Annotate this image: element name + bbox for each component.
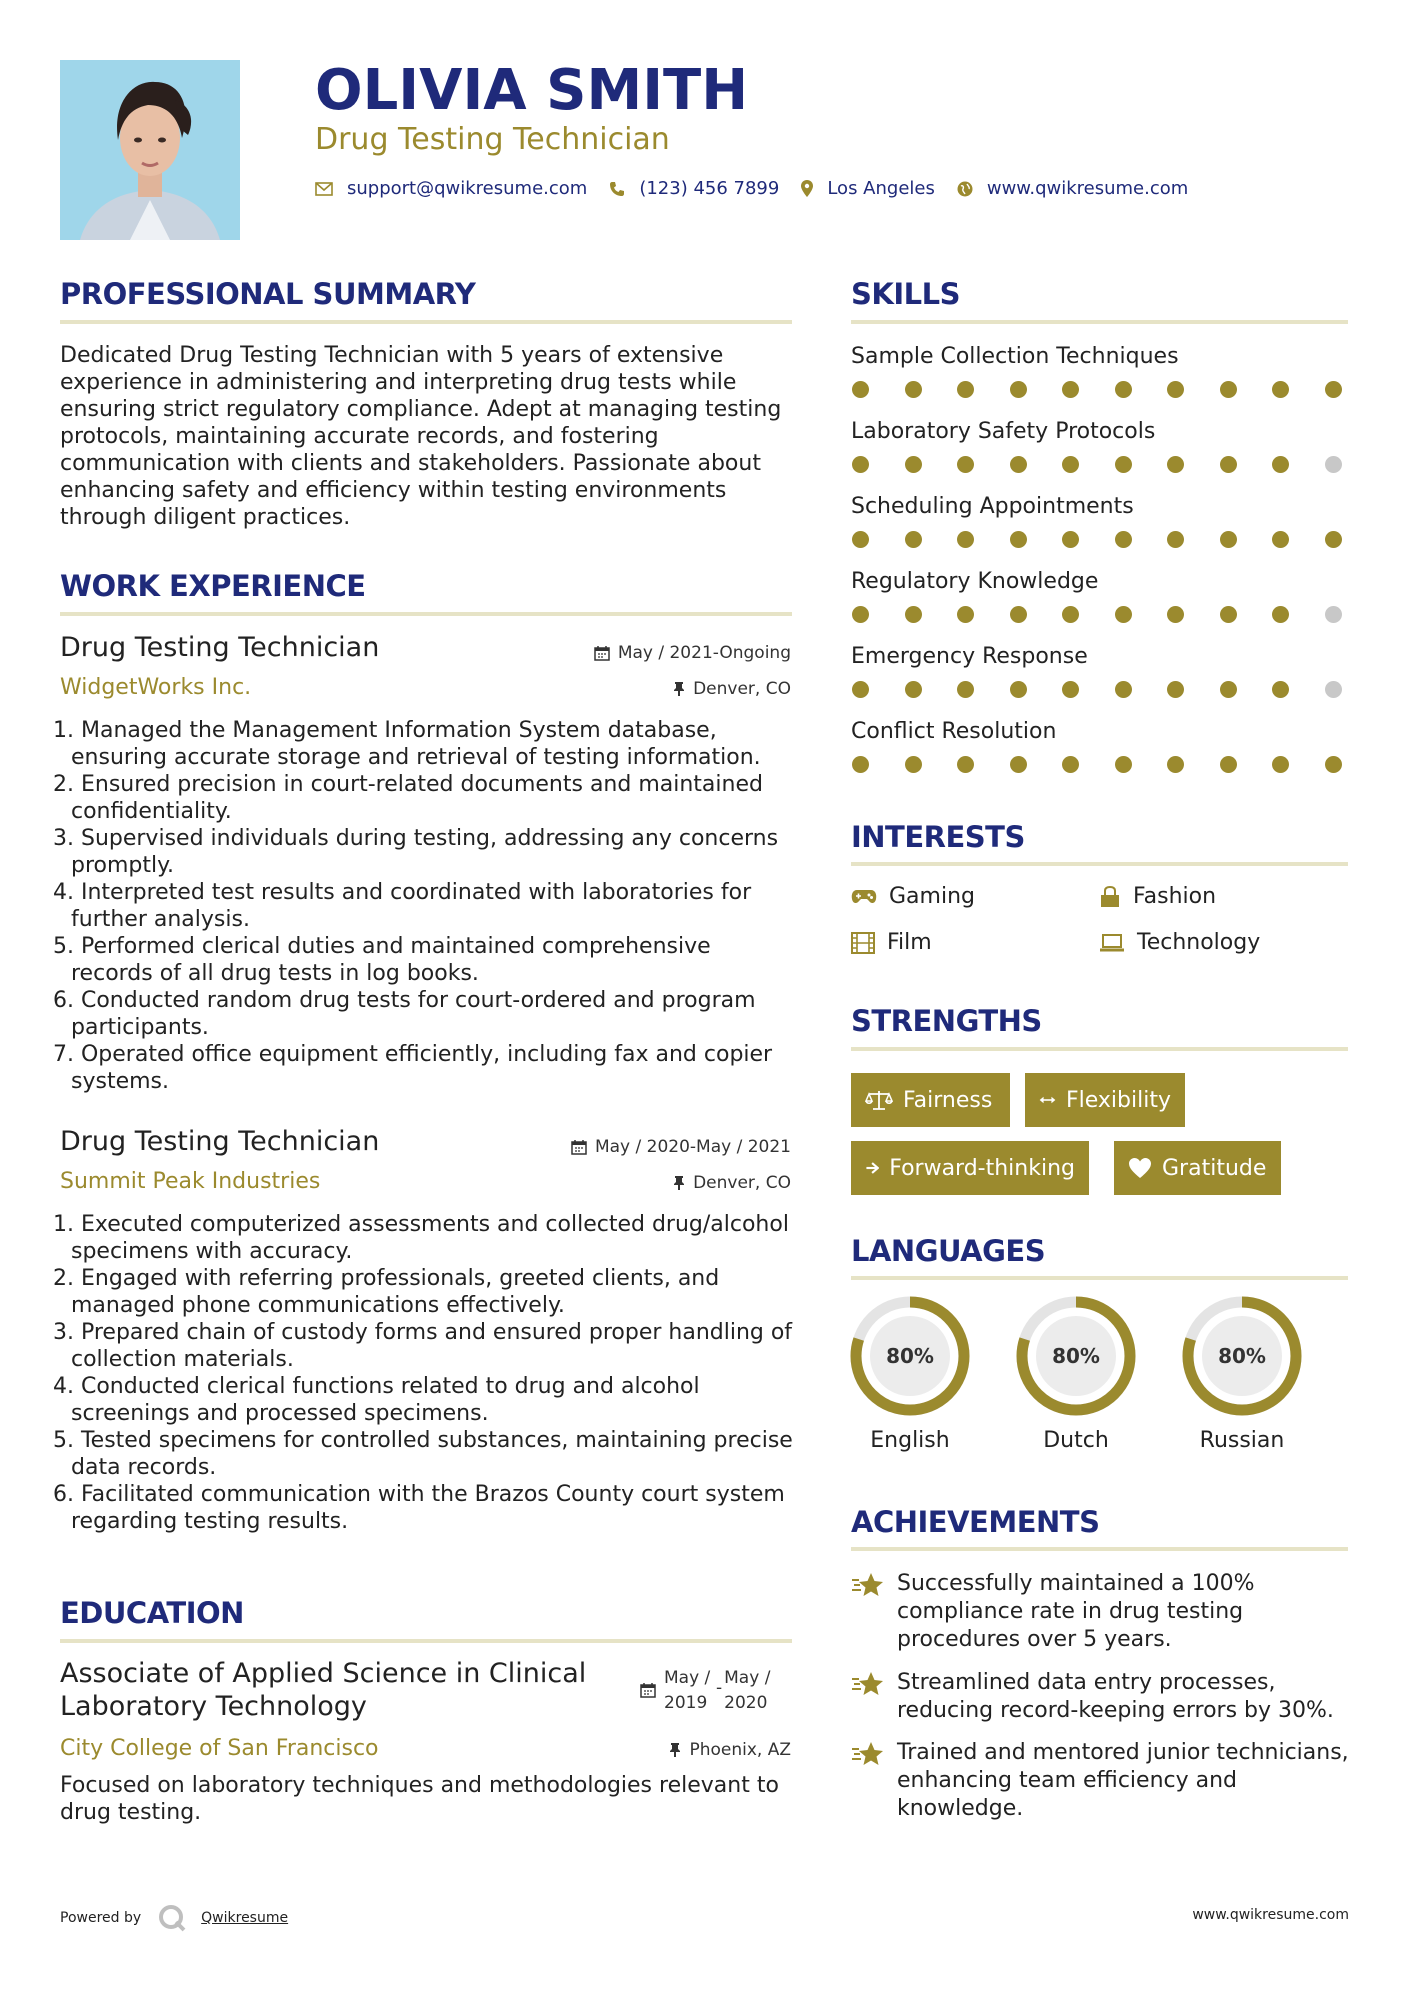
rating-dot-filled: [957, 456, 974, 473]
rating-dot-filled: [1010, 531, 1027, 548]
skill-name: Emergency Response: [851, 644, 1088, 669]
degree-title: Associate of Applied Science in Clinical Laboratory Technology: [60, 1658, 587, 1722]
achievement-text: Streamlined data entry processes, reducing record-keeping errors by 30%.: [897, 1670, 1334, 1723]
list-item: 3. Supervised individuals during testing, addressing any concerns promptly.: [53, 826, 779, 878]
rating-dot-filled: [957, 681, 974, 698]
website-text: www.qwikresume.com: [986, 178, 1189, 199]
language-ring: [1014, 1294, 1138, 1418]
list-item: 5. Performed clerical duties and maintained comprehensive records of all drug tests in log books.: [53, 934, 711, 986]
rating-dot-filled: [1325, 381, 1342, 398]
job-company: Summit Peak Industries: [60, 1169, 321, 1194]
job-location-text: Denver, CO: [693, 679, 791, 699]
envelope-icon: [315, 182, 333, 196]
contact-website[interactable]: [957, 178, 1188, 199]
list-item: 6. Conducted random drug tests for court-ordered and program participants.: [53, 988, 756, 1040]
strength-label: Flexibility: [1066, 1087, 1171, 1113]
education-heading: EDUCATION: [60, 1596, 244, 1630]
interests-rule: [851, 862, 1348, 866]
rating-dot-filled: [905, 381, 922, 398]
languages-rule: [851, 1276, 1348, 1280]
ring-percent-label: 80%: [1218, 1344, 1266, 1368]
job-date: [571, 1137, 791, 1157]
list-item: 4. Conducted clerical functions related to drug and alcohol screenings and processed specimens.: [53, 1374, 700, 1426]
job-title: Drug Testing Technician: [60, 1126, 380, 1157]
interest-fashion: [1099, 884, 1216, 909]
powered-by-text: Powered by: [60, 1910, 142, 1926]
education-location-text: Phoenix, AZ: [689, 1740, 791, 1760]
phone-text: (123) 456 7899: [639, 178, 780, 199]
skill-rating: [852, 531, 1342, 548]
interest-label: Technology: [1137, 930, 1261, 955]
film-icon: [851, 932, 875, 954]
rating-dot-filled: [1010, 756, 1027, 773]
calendar-icon: [640, 1682, 656, 1698]
email-text: support@qwikresume.com: [347, 178, 588, 199]
interest-label: Film: [887, 930, 932, 955]
interest-technology: [1099, 930, 1260, 955]
pin-icon: [669, 1742, 681, 1758]
skill-rating: [852, 381, 1342, 398]
candidate-title: Drug Testing Technician: [315, 122, 670, 157]
job-date: [594, 643, 791, 663]
education-rule: [60, 1639, 792, 1643]
rating-dot-filled: [905, 756, 922, 773]
arrows-horizontal-icon: [1039, 1093, 1056, 1107]
rating-dot-empty: [1325, 456, 1342, 473]
pin-icon: [673, 681, 685, 697]
rating-dot-filled: [1220, 531, 1237, 548]
rating-dot-filled: [1062, 681, 1079, 698]
qwikresume-logo-icon: [157, 1903, 187, 1933]
job-date-text: May / 2021-Ongoing: [617, 643, 791, 663]
calendar-icon: [594, 645, 610, 661]
contact-phone[interactable]: [609, 178, 779, 199]
rating-dot-filled: [1010, 681, 1027, 698]
phone-icon: [609, 181, 625, 197]
job-duties-list: [53, 717, 793, 1095]
rating-dot-filled: [905, 456, 922, 473]
summary-text: Dedicated Drug Testing Technician with 5 years of extensive experience in administering and interpreting drug tests while ensuring strict regulatory compliance. Adept at managing testing protocols, maintaining accurate records, and fostering communication with clients and stakeholders. Passionate about enhancing safety and efficiency within testing environments through diligent practices.: [60, 343, 782, 530]
list-item: 6. Facilitated communication with the Brazos County court system regarding testing results.: [53, 1482, 785, 1534]
contact-location: [801, 178, 935, 199]
rating-dot-filled: [1325, 531, 1342, 548]
skill-name: Laboratory Safety Protocols: [851, 419, 1156, 444]
gamepad-icon: [851, 889, 877, 905]
rating-dot-filled: [1167, 606, 1184, 623]
school-name: City College of San Francisco: [60, 1736, 379, 1761]
rating-dot-filled: [957, 756, 974, 773]
pin-icon: [673, 1175, 685, 1191]
interest-label: Fashion: [1133, 884, 1217, 909]
list-item: 5. Tested specimens for controlled substances, maintaining precise data records.: [53, 1428, 793, 1480]
interest-film: [851, 930, 932, 955]
education-date-sep: -: [716, 1678, 723, 1698]
skill-name: Sample Collection Techniques: [851, 344, 1179, 369]
rating-dot-filled: [1115, 606, 1132, 623]
skill-rating: [852, 756, 1342, 773]
achievement-item: [851, 1669, 1351, 1725]
ring-percent-label: 80%: [886, 1344, 934, 1368]
rating-dot-filled: [1272, 756, 1289, 773]
rating-dot-filled: [1115, 756, 1132, 773]
job-company: WidgetWorks Inc.: [60, 675, 252, 700]
rating-dot-filled: [1272, 606, 1289, 623]
rating-dot-filled: [905, 606, 922, 623]
rating-dot-filled: [852, 606, 869, 623]
rating-dot-filled: [1115, 456, 1132, 473]
achievement-item: [851, 1739, 1351, 1823]
ring-percent-label: 80%: [1052, 1344, 1100, 1368]
language-name: English: [870, 1428, 950, 1453]
rating-dot-filled: [1167, 456, 1184, 473]
language-name: Russian: [1199, 1428, 1285, 1453]
rating-dot-filled: [1062, 606, 1079, 623]
skill-rating: [852, 681, 1342, 698]
skill-name: Conflict Resolution: [851, 719, 1057, 744]
achievements-rule: [851, 1547, 1348, 1551]
education-description: Focused on laboratory techniques and methodologies relevant to drug testing.: [60, 1773, 779, 1825]
rating-dot-filled: [1272, 381, 1289, 398]
rating-dot-filled: [1220, 456, 1237, 473]
strength-label: Fairness: [903, 1087, 993, 1113]
summary-rule: [60, 320, 792, 324]
language-ring: [848, 1294, 972, 1418]
heart-icon: [1128, 1157, 1152, 1179]
rating-dot-filled: [852, 681, 869, 698]
rating-dot-filled: [1220, 381, 1237, 398]
languages-heading: LANGUAGES: [851, 1234, 1046, 1268]
job-location: [673, 679, 791, 699]
skill-name: Regulatory Knowledge: [851, 569, 1099, 594]
list-item: 4. Interpreted test results and coordinated with laboratories for further analysis.: [53, 880, 752, 932]
rating-dot-empty: [1325, 681, 1342, 698]
rating-dot-filled: [1220, 606, 1237, 623]
location-text: Los Angeles: [827, 178, 935, 199]
star-icon: [851, 1671, 885, 1699]
rating-dot-filled: [1115, 681, 1132, 698]
list-item: 1. Executed computerized assessments and collected drug/alcohol specimens with accuracy.: [53, 1212, 789, 1264]
rating-dot-filled: [1010, 606, 1027, 623]
rating-dot-filled: [1220, 681, 1237, 698]
summary-heading: PROFESSIONAL SUMMARY: [60, 277, 476, 311]
rating-dot-filled: [1115, 381, 1132, 398]
achievement-text: Successfully maintained a 100% compliance rate in drug testing procedures over 5 years.: [897, 1571, 1255, 1652]
skills-heading: SKILLS: [851, 277, 960, 311]
education-date: [640, 1666, 774, 1716]
skill-name: Scheduling Appointments: [851, 494, 1134, 519]
skill-rating: [852, 456, 1342, 473]
interest-gaming: [851, 884, 975, 909]
strength-label: Forward-thinking: [889, 1155, 1075, 1181]
shopping-bag-icon: [1099, 886, 1121, 908]
work-heading: WORK EXPERIENCE: [60, 569, 366, 603]
list-item: 1. Managed the Management Information System database, ensuring accurate storage and retrieval of testing information.: [53, 718, 761, 770]
rating-dot-filled: [1062, 756, 1079, 773]
list-item: 3. Prepared chain of custody forms and ensured proper handling of collection materials.: [53, 1320, 793, 1372]
footer-site[interactable]: www.qwikresume.com: [1192, 1907, 1349, 1923]
interests-heading: INTERESTS: [851, 820, 1025, 854]
rating-dot-filled: [1167, 531, 1184, 548]
rating-dot-filled: [1220, 756, 1237, 773]
rating-dot-filled: [1167, 381, 1184, 398]
rating-dot-empty: [1325, 606, 1342, 623]
rating-dot-filled: [1010, 456, 1027, 473]
footer-powered-by: [60, 1903, 288, 1933]
rating-dot-filled: [957, 606, 974, 623]
profile-photo: [60, 60, 240, 240]
rating-dot-filled: [1167, 681, 1184, 698]
education-location: [669, 1740, 791, 1760]
brand-link[interactable]: Qwikresume: [201, 1910, 289, 1926]
rating-dot-filled: [905, 531, 922, 548]
rating-dot-filled: [1167, 756, 1184, 773]
rating-dot-filled: [905, 681, 922, 698]
education-date-start: May / 2019: [664, 1668, 711, 1713]
rating-dot-filled: [852, 531, 869, 548]
rating-dot-filled: [1272, 531, 1289, 548]
interest-label: Gaming: [889, 884, 975, 909]
strength-chip: [851, 1141, 1089, 1195]
rating-dot-filled: [1062, 381, 1079, 398]
education-date-end: May / 2020: [724, 1668, 771, 1713]
rating-dot-filled: [852, 756, 869, 773]
achievements-heading: ACHIEVEMENTS: [851, 1505, 1100, 1539]
job-location: [673, 1173, 791, 1193]
language-ring: [1180, 1294, 1304, 1418]
rating-dot-filled: [957, 531, 974, 548]
arrow-right-icon: [865, 1159, 879, 1177]
rating-dot-filled: [1062, 531, 1079, 548]
contact-bar: [315, 178, 1210, 199]
star-icon: [851, 1572, 885, 1600]
rating-dot-filled: [957, 381, 974, 398]
strengths-heading: STRENGTHS: [851, 1004, 1042, 1038]
job-date-text: May / 2020-May / 2021: [594, 1137, 791, 1157]
work-rule: [60, 612, 792, 616]
rating-dot-filled: [1272, 456, 1289, 473]
strength-chip: [851, 1073, 1010, 1127]
job-title: Drug Testing Technician: [60, 632, 380, 663]
skills-rule: [851, 320, 1348, 324]
job-duties-list: [53, 1211, 793, 1535]
candidate-name: OLIVIA SMITH: [315, 58, 749, 123]
star-icon: [851, 1741, 885, 1769]
job-location-text: Denver, CO: [693, 1173, 791, 1193]
scale-icon: [865, 1089, 893, 1111]
achievement-item: [851, 1570, 1351, 1654]
skill-rating: [852, 606, 1342, 623]
language-name: Dutch: [1043, 1428, 1109, 1453]
rating-dot-filled: [852, 381, 869, 398]
contact-email[interactable]: [315, 178, 587, 199]
list-item: 2. Ensured precision in court-related documents and maintained confidentiality.: [53, 772, 763, 824]
strength-chip: [1025, 1073, 1185, 1127]
map-marker-icon: [801, 180, 813, 197]
list-item: 7. Operated office equipment efficiently, including fax and copier systems.: [53, 1042, 773, 1094]
laptop-icon: [1099, 934, 1125, 952]
calendar-icon: [571, 1139, 587, 1155]
rating-dot-filled: [1062, 456, 1079, 473]
rating-dot-filled: [1325, 756, 1342, 773]
strength-label: Gratitude: [1162, 1155, 1267, 1181]
rating-dot-filled: [852, 456, 869, 473]
rating-dot-filled: [1010, 381, 1027, 398]
rating-dot-filled: [1115, 531, 1132, 548]
list-item: 2. Engaged with referring professionals, greeted clients, and managed phone communications effectively.: [53, 1266, 720, 1318]
rating-dot-filled: [1272, 681, 1289, 698]
strength-chip: [1114, 1141, 1281, 1195]
strengths-rule: [851, 1047, 1348, 1051]
globe-icon: [957, 181, 973, 197]
achievement-text: Trained and mentored junior technicians, enhancing team efficiency and knowledge.: [897, 1740, 1349, 1821]
